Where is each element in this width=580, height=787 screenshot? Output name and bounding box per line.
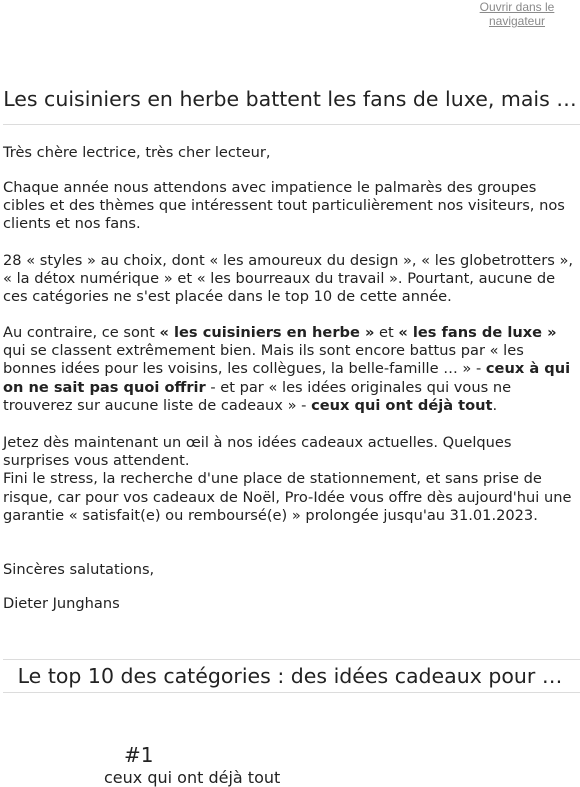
open-in-browser-link[interactable]: Ouvrir dans le navigateur bbox=[479, 0, 555, 28]
letter-paragraph-3: Au contraire, ce sont « les cuisiniers en herbe » et « les fans de luxe » qui se classent extrêmement bien. Mais ils sont encore battus par « les bonnes idées pour les voisins, les collègues, la belle-famille … » - ceux à qui on ne sait pas quoi offrir - et par « les idées originales qui vous ne trouverez sur aucune liste de cadeaux » - ceux qui ont déjà tout. bbox=[3, 324, 571, 414]
letter-signature: Dieter Junghans bbox=[3, 595, 120, 612]
divider bbox=[3, 124, 580, 125]
divider bbox=[3, 692, 580, 693]
letter-greeting: Très chère lectrice, très cher lecteur, bbox=[3, 144, 271, 161]
letter-paragraph-2: 28 « styles » au choix, dont « les amoureux du design », « les globetrotters », « la détox numérique » et « les bourreaux du travail ». Pourtant, aucune de ces catégories ne s'est placée dans le top 10 de cette année. bbox=[3, 252, 574, 306]
divider bbox=[3, 659, 580, 660]
letter-paragraph-1: Chaque année nous attendons avec impatience le palmarès des groupes cibles et des thèmes que intéressent tout particulièrement nos visiteurs, nos clients et nos fans. bbox=[3, 179, 565, 233]
letter-paragraph-4: Jetez dès maintenant un œil à nos idées cadeaux actuelles. Quelques surprises vous attendent. Fini le stress, la recherche d'une place de stationnement, et sans prise de risque, car pour vos cadeaux de Noël, Pro-Idée vous offre dès aujourd'hui une garantie « satisfait(e) ou remboursé(e) » prolongée jusqu'au 31.01.2023. bbox=[3, 434, 572, 524]
headline-cuisiniers: Les cuisiniers en herbe battent les fans de luxe, mais … bbox=[3, 87, 577, 111]
headline-top-10: Le top 10 des catégories : des idées cadeaux pour … bbox=[17, 664, 563, 688]
rank-category[interactable]: ceux qui ont déjà tout bbox=[104, 768, 281, 787]
rank-number: #1 bbox=[124, 743, 154, 767]
letter-salutation: Sincères salutations, bbox=[3, 561, 155, 578]
